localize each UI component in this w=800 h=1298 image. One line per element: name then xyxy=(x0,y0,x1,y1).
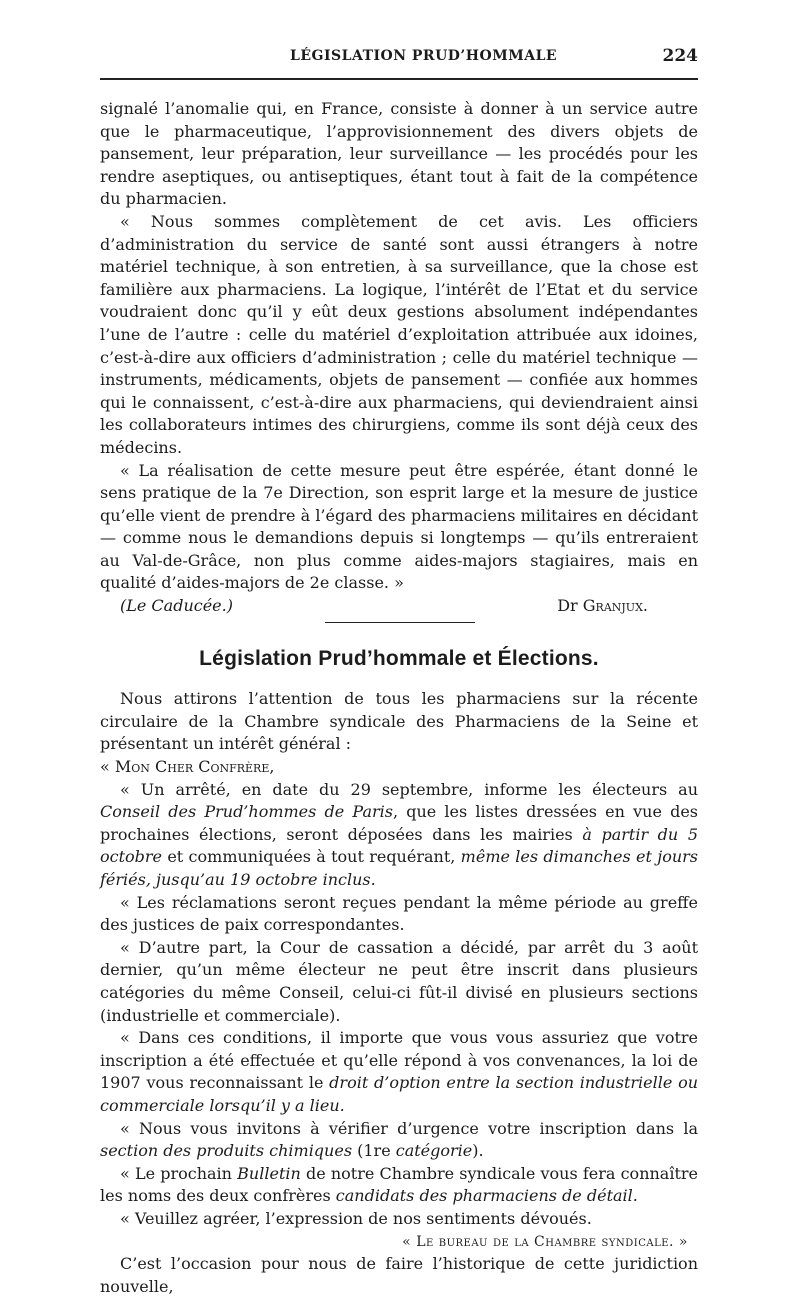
paragraph xyxy=(100,1118,698,1163)
signature-line xyxy=(100,595,698,618)
intro-paragraph: Nous attirons l’attention de tous les pharmaciens sur la récente circulaire de la Chambre syndicale des Pharmaciens de la Seine et présentant un intérêt général : xyxy=(100,689,698,754)
text-run: « Le prochain xyxy=(120,1163,238,1183)
text-run: et communiquées à tout requérant, xyxy=(162,847,461,867)
source-citation: (Le Caducée.) xyxy=(120,596,233,616)
paragraph xyxy=(100,1163,698,1208)
header-rule xyxy=(100,78,698,80)
text-run-italic: Conseil des Prud’hommes de Paris xyxy=(100,802,393,822)
text-run: « Nous vous invitons à vérifier d’urgence votre inscription dans la xyxy=(120,1118,698,1138)
text-run: « Dans ces conditions, il importe que vous vous assuriez que votre inscription a été effectuée et qu’elle répond à vos convenances, la loi de 1907 vous reconnaissant le xyxy=(100,1028,698,1093)
paragraph: « La réalisation de cette mesure peut être espérée, étant donné le sens pratique de la 7e Direction, son esprit large et la mesure de justice qu’elle vient de prendre à l’égard des pharmaciens militaires en décidant — comme nous le demandions depuis si longtemps — qu’ils entreraient au Val-de-Grâce, non plus comme aides-majors stagiaires, mais en qualité d’aides-majors de 2e classe. » xyxy=(100,460,698,593)
text-run-italic: candidats des pharmaciens de détail. xyxy=(335,1186,638,1206)
text-run-italic: à partir du 5 octobre xyxy=(100,824,698,867)
text-run: « Un arrêté, en date du 29 septembre, informe les électeurs au xyxy=(120,779,698,799)
text-run-italic: droit d’option entre la section industrielle ou commerciale lorsqu’il y a lieu. xyxy=(100,1073,699,1115)
salutation: « Mon Cher Confrère, xyxy=(100,757,275,777)
author xyxy=(557,595,698,618)
paragraph: « Veuillez agréer, l’expression de nos sentiments dévoués. xyxy=(120,1208,592,1228)
paragraph: « D’autre part, la Cour de cassation a décidé, par arrêt du 3 août dernier, qu’un même électeur ne peut être inscrit dans plusieurs catégories du même Conseil, celui-ci fût-il divisé en plusieurs sections (industrielle et commerciale). xyxy=(100,937,698,1025)
paragraph: signalé l’anomalie qui, en France, consiste à donner à un service autre que le pharmaceutique, l’approvisionnement des divers objets de pansement, leur préparation, leur surveillance — les procédés pour les rendre aseptiques, ou antiseptiques, étant tout à fait de la compétence du pharmacien. xyxy=(100,99,698,209)
text-run: , que les listes dressées en vue des prochaines élections, seront déposées dans les mairies xyxy=(100,802,698,844)
section-title: Législation Prud’hommale et Élections. xyxy=(199,646,599,670)
closing-signature: « Le bureau de la Chambre syndicale. » xyxy=(402,1233,688,1250)
text-run-italic: section des produits chimiques xyxy=(100,1141,353,1161)
page-body xyxy=(100,98,698,1298)
paragraph xyxy=(100,1027,698,1117)
running-head: LÉGISLATION PRUD’HOMMALE xyxy=(290,48,558,64)
paragraph: « Nous sommes complètement de cet avis. Les officiers d’administration du service de santé sont aussi étrangers à notre matériel technique, à son entretien, à sa surveillance, que la chose est familière aux pharmaciens. La logique, l’intérêt de l’Etat et du service voudraient donc qu’il y eût deux gestions absolument indépendantes l’une de l’autre : celle du matériel d’exploitation attribuée aux idoines, c’est-à-dire aux officiers d’administration ; celle du matériel technique — instruments, médicaments, objets de pansement — confiée aux hommes qui le connaissent, c’est-à-dire aux pharmaciens, qui deviendraient ainsi les collaborateurs intimes des chirurgiens, comme ils sont déjà ceux des médecins. xyxy=(100,211,698,457)
text-run: (1re xyxy=(352,1141,396,1161)
paragraph xyxy=(100,779,698,892)
text-run: de notre Chambre syndicale vous fera connaître les noms des deux confrères xyxy=(100,1163,699,1206)
text-run-italic: catégorie xyxy=(395,1141,473,1161)
author-prefix: Dr xyxy=(557,596,578,616)
paragraph: « Les réclamations seront reçues pendant la même période au greffe des justices de paix correspondantes. xyxy=(100,892,698,935)
page-header xyxy=(100,46,698,70)
text-run-italic: Bulletin xyxy=(237,1163,301,1183)
section-divider xyxy=(325,622,475,623)
author-name: Granjux. xyxy=(582,596,648,616)
text-run: ). xyxy=(472,1141,484,1161)
paragraph: C’est l’occasion pour nous de faire l’historique de cette juridiction nouvelle, xyxy=(100,1254,698,1296)
page-number: 224 xyxy=(662,46,698,66)
text-run-italic: même les dimanches et jours fériés, jusqu’au 19 octobre inclus. xyxy=(100,847,699,889)
